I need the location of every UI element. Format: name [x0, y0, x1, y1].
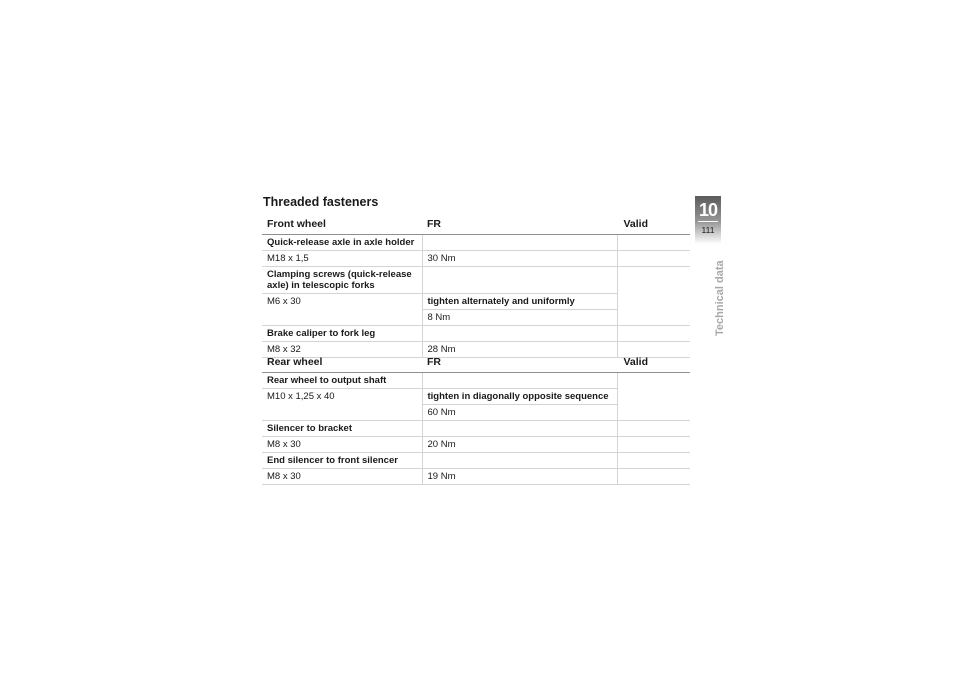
page-number: 111: [701, 225, 715, 235]
chapter-tab: [695, 196, 721, 244]
torque-value: 30 Nm: [422, 251, 617, 267]
table-row: [262, 235, 690, 251]
column-header-component: Rear wheel: [262, 348, 422, 373]
table-header: [262, 348, 690, 373]
tightening-instruction: tighten in diagonally opposite sequence: [422, 389, 617, 405]
column-header-valid: Valid: [617, 210, 690, 235]
column-header-valid: Valid: [617, 348, 690, 373]
column-header-fr: FR: [422, 210, 617, 235]
fastener-spec: M8 x 30: [262, 469, 422, 485]
column-header-component: Front wheel: [262, 210, 422, 235]
torque-value: 28 Nm: [422, 342, 617, 358]
table-row: [262, 437, 690, 453]
column-header-fr: FR: [422, 348, 617, 373]
table-row: [262, 373, 690, 389]
torque-value: 20 Nm: [422, 437, 617, 453]
table-row: [262, 326, 690, 342]
chapter-divider: [698, 221, 718, 222]
chapter-number: 10: [698, 200, 718, 220]
rear-wheel-table: [262, 348, 690, 485]
group-title: Silencer to bracket: [262, 421, 422, 437]
group-title: Quick-release axle in axle holder: [262, 235, 422, 251]
chapter-label: Technical data: [714, 260, 726, 336]
table-row: [262, 251, 690, 267]
fastener-spec: M6 x 30: [262, 294, 422, 326]
table-row: [262, 267, 690, 294]
torque-value: 19 Nm: [422, 469, 617, 485]
torque-value: 60 Nm: [422, 405, 617, 421]
fastener-spec: M8 x 30: [262, 437, 422, 453]
table-row: [262, 421, 690, 437]
table-row: [262, 469, 690, 485]
fastener-spec: M10 x 1,25 x 40: [262, 389, 422, 421]
tightening-instruction: tighten alternately and uniformly: [422, 294, 617, 310]
group-title: Rear wheel to output shaft: [262, 373, 422, 389]
torque-value: 8 Nm: [422, 310, 617, 326]
group-title: Clamping screws (quick-release axle) in telescopic forks: [262, 267, 422, 294]
front-wheel-table: [262, 210, 690, 358]
group-title: Brake caliper to fork leg: [262, 326, 422, 342]
fastener-spec: M8 x 32: [262, 342, 422, 358]
fastener-spec: M18 x 1,5: [262, 251, 422, 267]
table-header: [262, 210, 690, 235]
section-title: Threaded fasteners: [263, 195, 379, 209]
group-title: End silencer to front silencer: [262, 453, 422, 469]
table-row: [262, 453, 690, 469]
